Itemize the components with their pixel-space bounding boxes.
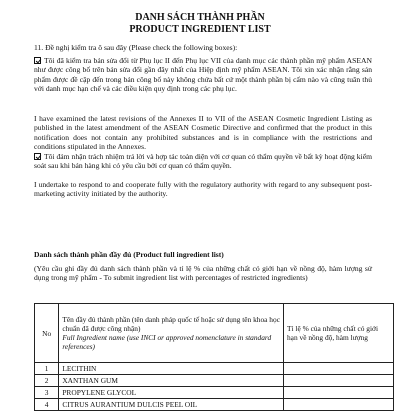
header-name (59, 304, 284, 363)
check-item-2-en: I undertake to respond to and cooperate fully with the regulatory authority with regard to any subsequent post-marketing activity initiated by the authority. (34, 180, 372, 199)
check-item-1-vi (34, 56, 372, 94)
header-name-en: Full Ingredient name (use INCI or approved nomenclature in standard references) (62, 333, 272, 351)
check-item-2-vi-text: Tôi đảm nhận trách nhiệm trả lời và hợp tác toàn diện với cơ quan có thẩm quyền về bất kỳ hoạt động kiểm soát sau khi bán hàng khi có yêu cầu bởi cơ quan có thẩm quyền. (34, 152, 372, 171)
row-ingredient-name: CITRUS AURANTIUM DULCIS PEEL OIL (59, 399, 284, 411)
row-percentage (283, 399, 393, 411)
check-item-1-vi-text: Tôi đã kiểm tra bản sửa đổi từ Phụ lục II đến Phụ lục VII của danh mục các thành phần mỹ phẩm ASEAN như được công bố trên bản sửa đổi gần đây nhất của Hiệp định mỹ phẩm ASEAN. Tôi xin xác nhận rằng sản phẩm được đề cập đến trong bản công bố này không chứa bất cứ một thành phần bị cấm nào và cũng tuân thủ với danh mục hạn chế và các điều kiện quy định trong các phụ lục. (34, 56, 372, 94)
row-ingredient-name: PROPYLENE GLYCOL (59, 387, 284, 399)
check-item-1-en: I have examined the latest revisions of the Annexes II to VII of the ASEAN Cosmetic Ingredient Listing as published in the latest amendment of the ASEAN Cosmetic Directive and confirmed that the product in this notification does not contain any prohibited substances and is in compliance with the restrictions and conditions stipulated in the Annexes. (34, 114, 372, 152)
row-no: 2 (35, 375, 59, 387)
check-item-2-vi (34, 152, 372, 171)
header-percentage: Tỉ lệ % của những chất có giới hạn về nồng độ, hàm lượng (283, 304, 393, 363)
title-vietnamese: DANH SÁCH THÀNH PHẦN (135, 12, 265, 23)
row-percentage (283, 387, 393, 399)
table-row (35, 363, 394, 375)
header-name-vi: Tên đầy đủ thành phần (tên danh pháp quốc tế hoặc sử dụng tên khoa học chuẩn đã được công nhận) (62, 315, 280, 333)
table-row (35, 399, 394, 411)
ingredients-section-title: Danh sách thành phần đầy đủ (Product full ingredient list) (34, 250, 224, 259)
check-prompt: 11. Đề nghị kiểm tra ô sau đây (Please check the following boxes): (34, 43, 238, 52)
ingredients-note: (Yêu cầu ghi đầy đủ danh sách thành phần và tỉ lệ % của những chất có giới hạn về nồng độ, hàm lượng sử dụng trong mỹ phẩm - To submit ingredient list with percentages of restricted ingredients) (34, 264, 372, 283)
table-row (35, 387, 394, 399)
row-no: 4 (35, 399, 59, 411)
table-header-row (35, 304, 394, 363)
header-no: No (35, 304, 59, 363)
row-no: 1 (35, 363, 59, 375)
checkbox-2[interactable] (34, 153, 41, 160)
title-english: PRODUCT INGREDIENT LIST (129, 24, 271, 35)
row-ingredient-name: LECITHIN (59, 363, 284, 375)
row-percentage (283, 363, 393, 375)
ingredient-table (34, 303, 394, 411)
table-row (35, 375, 394, 387)
row-ingredient-name: XANTHAN GUM (59, 375, 284, 387)
row-percentage (283, 375, 393, 387)
row-no: 3 (35, 387, 59, 399)
checkbox-1[interactable] (34, 57, 41, 64)
